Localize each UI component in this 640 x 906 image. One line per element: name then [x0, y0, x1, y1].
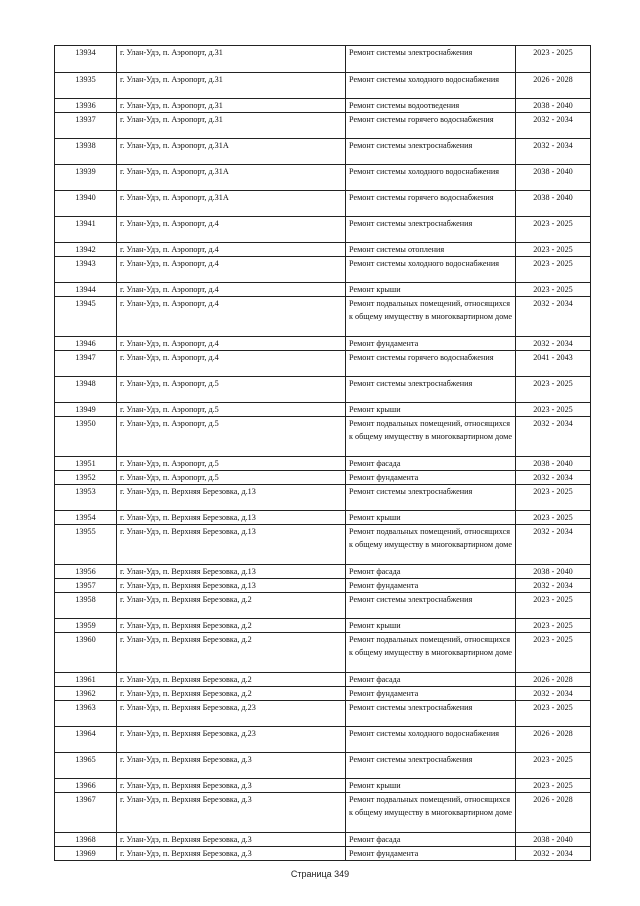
work-type-cell: Ремонт подвальных помещений, относящихся к общему имуществу в многоквартирном доме [346, 633, 516, 673]
work-type-cell: Ремонт системы электроснабжения [346, 701, 516, 727]
address-cell: г. Улан-Удэ, п. Верхняя Березовка, д.13 [117, 511, 346, 525]
row-number-cell: 13945 [55, 297, 117, 337]
row-number-cell: 13935 [55, 73, 117, 99]
row-number-cell: 13942 [55, 243, 117, 257]
address-cell: г. Улан-Удэ, п. Аэропорт, д.4 [117, 257, 346, 283]
table-row [55, 633, 591, 673]
row-number-cell: 13960 [55, 633, 117, 673]
row-number-cell: 13965 [55, 753, 117, 779]
row-number-cell: 13954 [55, 511, 117, 525]
table-row [55, 619, 591, 633]
address-cell: г. Улан-Удэ, п. Аэропорт, д.4 [117, 283, 346, 297]
period-cell: 2023 - 2025 [516, 243, 591, 257]
row-number-cell: 13939 [55, 165, 117, 191]
row-number-cell: 13964 [55, 727, 117, 753]
work-type-cell: Ремонт крыши [346, 779, 516, 793]
table-row [55, 46, 591, 73]
row-number-cell: 13938 [55, 139, 117, 165]
row-number-cell: 13959 [55, 619, 117, 633]
period-cell: 2023 - 2025 [516, 283, 591, 297]
table-row [55, 701, 591, 727]
work-type-cell: Ремонт системы электроснабжения [346, 753, 516, 779]
table-row [55, 779, 591, 793]
table-row [55, 139, 591, 165]
work-type-cell: Ремонт крыши [346, 619, 516, 633]
period-cell: 2023 - 2025 [516, 593, 591, 619]
table-row [55, 165, 591, 191]
table-row [55, 417, 591, 457]
page-number: Страница 349 [290, 869, 350, 879]
period-cell: 2038 - 2040 [516, 833, 591, 847]
address-cell: г. Улан-Удэ, п. Верхняя Березовка, д.2 [117, 673, 346, 687]
row-number-cell: 13966 [55, 779, 117, 793]
work-type-cell: Ремонт системы электроснабжения [346, 377, 516, 403]
row-number-cell: 13957 [55, 579, 117, 593]
period-cell: 2023 - 2025 [516, 633, 591, 673]
row-number-cell: 13953 [55, 485, 117, 511]
address-cell: г. Улан-Удэ, п. Верхняя Березовка, д.2 [117, 633, 346, 673]
row-number-cell: 13950 [55, 417, 117, 457]
repair-schedule-table [54, 45, 591, 861]
period-cell: 2038 - 2040 [516, 457, 591, 471]
period-cell: 2038 - 2040 [516, 165, 591, 191]
period-cell: 2023 - 2025 [516, 377, 591, 403]
row-number-cell: 13943 [55, 257, 117, 283]
table-body [55, 46, 591, 861]
work-type-cell: Ремонт системы горячего водоснабжения [346, 113, 516, 139]
address-cell: г. Улан-Удэ, п. Верхняя Березовка, д.2 [117, 619, 346, 633]
period-cell: 2032 - 2034 [516, 525, 591, 565]
table-row [55, 297, 591, 337]
table-row [55, 351, 591, 377]
period-cell: 2026 - 2028 [516, 793, 591, 833]
row-number-cell: 13961 [55, 673, 117, 687]
work-type-cell: Ремонт подвальных помещений, относящихся к общему имуществу в многоквартирном доме [346, 297, 516, 337]
period-cell: 2032 - 2034 [516, 337, 591, 351]
address-cell: г. Улан-Удэ, п. Верхняя Березовка, д.3 [117, 779, 346, 793]
period-cell: 2023 - 2025 [516, 257, 591, 283]
address-cell: г. Улан-Удэ, п. Аэропорт, д.31 [117, 73, 346, 99]
period-cell: 2023 - 2025 [516, 511, 591, 525]
row-number-cell: 13941 [55, 217, 117, 243]
address-cell: г. Улан-Удэ, п. Аэропорт, д.4 [117, 297, 346, 337]
row-number-cell: 13969 [55, 847, 117, 861]
table-row [55, 457, 591, 471]
period-cell: 2032 - 2034 [516, 579, 591, 593]
table-row [55, 511, 591, 525]
work-type-cell: Ремонт системы горячего водоснабжения [346, 351, 516, 377]
period-cell: 2032 - 2034 [516, 139, 591, 165]
address-cell: г. Улан-Удэ, п. Аэропорт, д.5 [117, 417, 346, 457]
period-cell: 2032 - 2034 [516, 847, 591, 861]
address-cell: г. Улан-Удэ, п. Верхняя Березовка, д.13 [117, 485, 346, 511]
period-cell: 2023 - 2025 [516, 46, 591, 73]
table-row [55, 217, 591, 243]
period-cell: 2023 - 2025 [516, 403, 591, 417]
table-row [55, 593, 591, 619]
row-number-cell: 13955 [55, 525, 117, 565]
row-number-cell: 13936 [55, 99, 117, 113]
row-number-cell: 13937 [55, 113, 117, 139]
address-cell: г. Улан-Удэ, п. Аэропорт, д.5 [117, 471, 346, 485]
table-row [55, 793, 591, 833]
period-cell: 2026 - 2028 [516, 73, 591, 99]
work-type-cell: Ремонт системы электроснабжения [346, 217, 516, 243]
table-row [55, 337, 591, 351]
work-type-cell: Ремонт фасада [346, 565, 516, 579]
address-cell: г. Улан-Удэ, п. Аэропорт, д.31 [117, 113, 346, 139]
work-type-cell: Ремонт фасада [346, 673, 516, 687]
row-number-cell: 13962 [55, 687, 117, 701]
row-number-cell: 13952 [55, 471, 117, 485]
address-cell: г. Улан-Удэ, п. Аэропорт, д.4 [117, 243, 346, 257]
table-row [55, 471, 591, 485]
table-row [55, 727, 591, 753]
period-cell: 2032 - 2034 [516, 297, 591, 337]
work-type-cell: Ремонт фасада [346, 833, 516, 847]
row-number-cell: 13951 [55, 457, 117, 471]
period-cell: 2023 - 2025 [516, 619, 591, 633]
work-type-cell: Ремонт системы горячего водоснабжения [346, 191, 516, 217]
table-row [55, 673, 591, 687]
address-cell: г. Улан-Удэ, п. Верхняя Березовка, д.23 [117, 727, 346, 753]
address-cell: г. Улан-Удэ, п. Верхняя Березовка, д.23 [117, 701, 346, 727]
period-cell: 2032 - 2034 [516, 113, 591, 139]
address-cell: г. Улан-Удэ, п. Аэропорт, д.31А [117, 139, 346, 165]
period-cell: 2032 - 2034 [516, 471, 591, 485]
row-number-cell: 13947 [55, 351, 117, 377]
table-row [55, 243, 591, 257]
address-cell: г. Улан-Удэ, п. Аэропорт, д.4 [117, 337, 346, 351]
row-number-cell: 13948 [55, 377, 117, 403]
work-type-cell: Ремонт системы электроснабжения [346, 593, 516, 619]
work-type-cell: Ремонт системы холодного водоснабжения [346, 727, 516, 753]
address-cell: г. Улан-Удэ, п. Верхняя Березовка, д.13 [117, 565, 346, 579]
row-number-cell: 13949 [55, 403, 117, 417]
work-type-cell: Ремонт фундамента [346, 579, 516, 593]
address-cell: г. Улан-Удэ, п. Аэропорт, д.31А [117, 191, 346, 217]
work-type-cell: Ремонт крыши [346, 403, 516, 417]
period-cell: 2023 - 2025 [516, 753, 591, 779]
table-row [55, 687, 591, 701]
address-cell: г. Улан-Удэ, п. Аэропорт, д.4 [117, 217, 346, 243]
period-cell: 2041 - 2043 [516, 351, 591, 377]
work-type-cell: Ремонт подвальных помещений, относящихся к общему имуществу в многоквартирном доме [346, 417, 516, 457]
address-cell: г. Улан-Удэ, п. Аэропорт, д.4 [117, 351, 346, 377]
address-cell: г. Улан-Удэ, п. Аэропорт, д.31 [117, 46, 346, 73]
table-row [55, 833, 591, 847]
work-type-cell: Ремонт подвальных помещений, относящихся к общему имуществу в многоквартирном доме [346, 793, 516, 833]
table-row [55, 257, 591, 283]
work-type-cell: Ремонт крыши [346, 511, 516, 525]
address-cell: г. Улан-Удэ, п. Аэропорт, д.5 [117, 403, 346, 417]
table-row [55, 485, 591, 511]
address-cell: г. Улан-Удэ, п. Аэропорт, д.5 [117, 457, 346, 471]
table-row [55, 377, 591, 403]
period-cell: 2023 - 2025 [516, 485, 591, 511]
table-row [55, 113, 591, 139]
work-type-cell: Ремонт подвальных помещений, относящихся к общему имуществу в многоквартирном доме [346, 525, 516, 565]
address-cell: г. Улан-Удэ, п. Верхняя Березовка, д.3 [117, 847, 346, 861]
address-cell: г. Улан-Удэ, п. Верхняя Березовка, д.3 [117, 793, 346, 833]
work-type-cell: Ремонт системы электроснабжения [346, 46, 516, 73]
table-row [55, 283, 591, 297]
work-type-cell: Ремонт системы водоотведения [346, 99, 516, 113]
period-cell: 2032 - 2034 [516, 687, 591, 701]
row-number-cell: 13944 [55, 283, 117, 297]
table-row [55, 565, 591, 579]
work-type-cell: Ремонт фундамента [346, 337, 516, 351]
period-cell: 2038 - 2040 [516, 99, 591, 113]
row-number-cell: 13963 [55, 701, 117, 727]
row-number-cell: 13940 [55, 191, 117, 217]
work-type-cell: Ремонт фундамента [346, 847, 516, 861]
period-cell: 2026 - 2028 [516, 727, 591, 753]
address-cell: г. Улан-Удэ, п. Верхняя Березовка, д.2 [117, 687, 346, 701]
table-row [55, 99, 591, 113]
table-row [55, 73, 591, 99]
row-number-cell: 13967 [55, 793, 117, 833]
table-row [55, 753, 591, 779]
work-type-cell: Ремонт системы электроснабжения [346, 139, 516, 165]
work-type-cell: Ремонт крыши [346, 283, 516, 297]
period-cell: 2023 - 2025 [516, 217, 591, 243]
work-type-cell: Ремонт системы отопления [346, 243, 516, 257]
row-number-cell: 13958 [55, 593, 117, 619]
address-cell: г. Улан-Удэ, п. Аэропорт, д.31 [117, 99, 346, 113]
period-cell: 2038 - 2040 [516, 191, 591, 217]
address-cell: г. Улан-Удэ, п. Верхняя Березовка, д.3 [117, 753, 346, 779]
work-type-cell: Ремонт системы холодного водоснабжения [346, 165, 516, 191]
period-cell: 2023 - 2025 [516, 779, 591, 793]
work-type-cell: Ремонт системы холодного водоснабжения [346, 257, 516, 283]
table-row [55, 191, 591, 217]
row-number-cell: 13956 [55, 565, 117, 579]
table-row [55, 579, 591, 593]
address-cell: г. Улан-Удэ, п. Верхняя Березовка, д.13 [117, 525, 346, 565]
table-row [55, 403, 591, 417]
period-cell: 2038 - 2040 [516, 565, 591, 579]
work-type-cell: Ремонт системы электроснабжения [346, 485, 516, 511]
address-cell: г. Улан-Удэ, п. Аэропорт, д.31А [117, 165, 346, 191]
row-number-cell: 13968 [55, 833, 117, 847]
row-number-cell: 13934 [55, 46, 117, 73]
row-number-cell: 13946 [55, 337, 117, 351]
work-type-cell: Ремонт фундамента [346, 471, 516, 485]
work-type-cell: Ремонт системы холодного водоснабжения [346, 73, 516, 99]
period-cell: 2023 - 2025 [516, 701, 591, 727]
table-row [55, 525, 591, 565]
address-cell: г. Улан-Удэ, п. Аэропорт, д.5 [117, 377, 346, 403]
address-cell: г. Улан-Удэ, п. Верхняя Березовка, д.13 [117, 579, 346, 593]
period-cell: 2026 - 2028 [516, 673, 591, 687]
period-cell: 2032 - 2034 [516, 417, 591, 457]
work-type-cell: Ремонт фундамента [346, 687, 516, 701]
work-type-cell: Ремонт фасада [346, 457, 516, 471]
address-cell: г. Улан-Удэ, п. Верхняя Березовка, д.2 [117, 593, 346, 619]
table-row [55, 847, 591, 861]
address-cell: г. Улан-Удэ, п. Верхняя Березовка, д.3 [117, 833, 346, 847]
